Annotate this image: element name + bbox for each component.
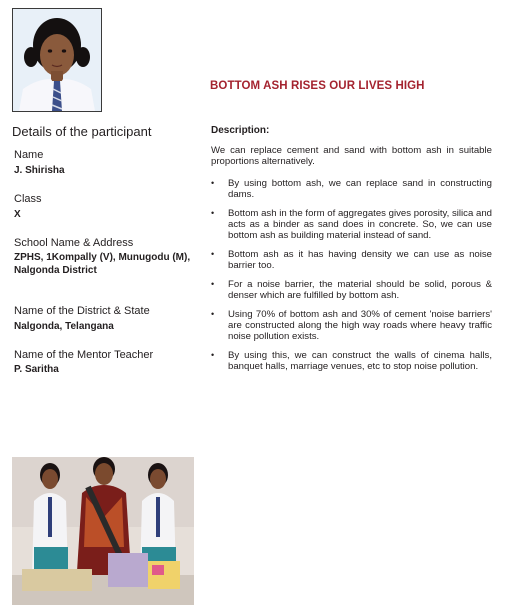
bullet-icon: •: [211, 279, 215, 289]
list-item: • By using bottom ash, we can replace sand in constructing dams.: [211, 178, 492, 200]
participant-with-teacher-photo: [12, 457, 194, 605]
list-item: • Bottom ash as it has having density we can use as noise barrier too.: [211, 249, 492, 271]
page-title: BOTTOM ASH RISES OUR LIVES HIGH: [210, 80, 425, 92]
school-value-line2: Nalgonda District: [14, 265, 97, 276]
bullet-icon: •: [211, 309, 215, 319]
school-label: School Name & Address: [14, 237, 134, 249]
district-label: Name of the District & State: [14, 305, 150, 317]
class-label: Class: [14, 193, 42, 205]
list-item: • By using this, we can construct the walls of cinema halls, banquet halls, marriage venues, etc to stop noise pollution.: [211, 350, 492, 372]
bullet-icon: •: [211, 350, 215, 360]
list-item: • Using 70% of bottom ash and 30% of cement 'noise barriers' are constructed along the high way roads where heavy traffic noise pollution exists.: [211, 309, 492, 342]
school-value-line1: ZPHS, 1Kompally (V), Munugodu (M),: [14, 252, 191, 263]
class-value: X: [14, 209, 21, 220]
description-bullet-list: [211, 178, 492, 380]
name-label: Name: [14, 149, 44, 161]
bullet-icon: •: [211, 178, 215, 188]
description-heading: Description:: [211, 125, 270, 136]
participant-portrait-photo: [12, 8, 102, 112]
bullet-icon: •: [211, 249, 215, 259]
bullet-icon: •: [211, 208, 215, 218]
mentor-value: P. Saritha: [14, 364, 59, 375]
participant-details-heading: Details of the participant: [12, 124, 152, 139]
description-intro: We can replace cement and sand with bottom ash in suitable proportions alternatively.: [211, 145, 492, 167]
mentor-label: Name of the Mentor Teacher: [14, 349, 154, 361]
list-item: • Bottom ash in the form of aggregates gives porosity, silica and acts as a binder as sand does in concrete. So, we can use bottom ash as building material instead of sand.: [211, 208, 492, 241]
name-value: J. Shirisha: [14, 165, 65, 176]
district-value: Nalgonda, Telangana: [14, 321, 114, 332]
list-item: • For a noise barrier, the material should be solid, porous & denser which are fulfilled by bottom ash.: [211, 279, 492, 301]
